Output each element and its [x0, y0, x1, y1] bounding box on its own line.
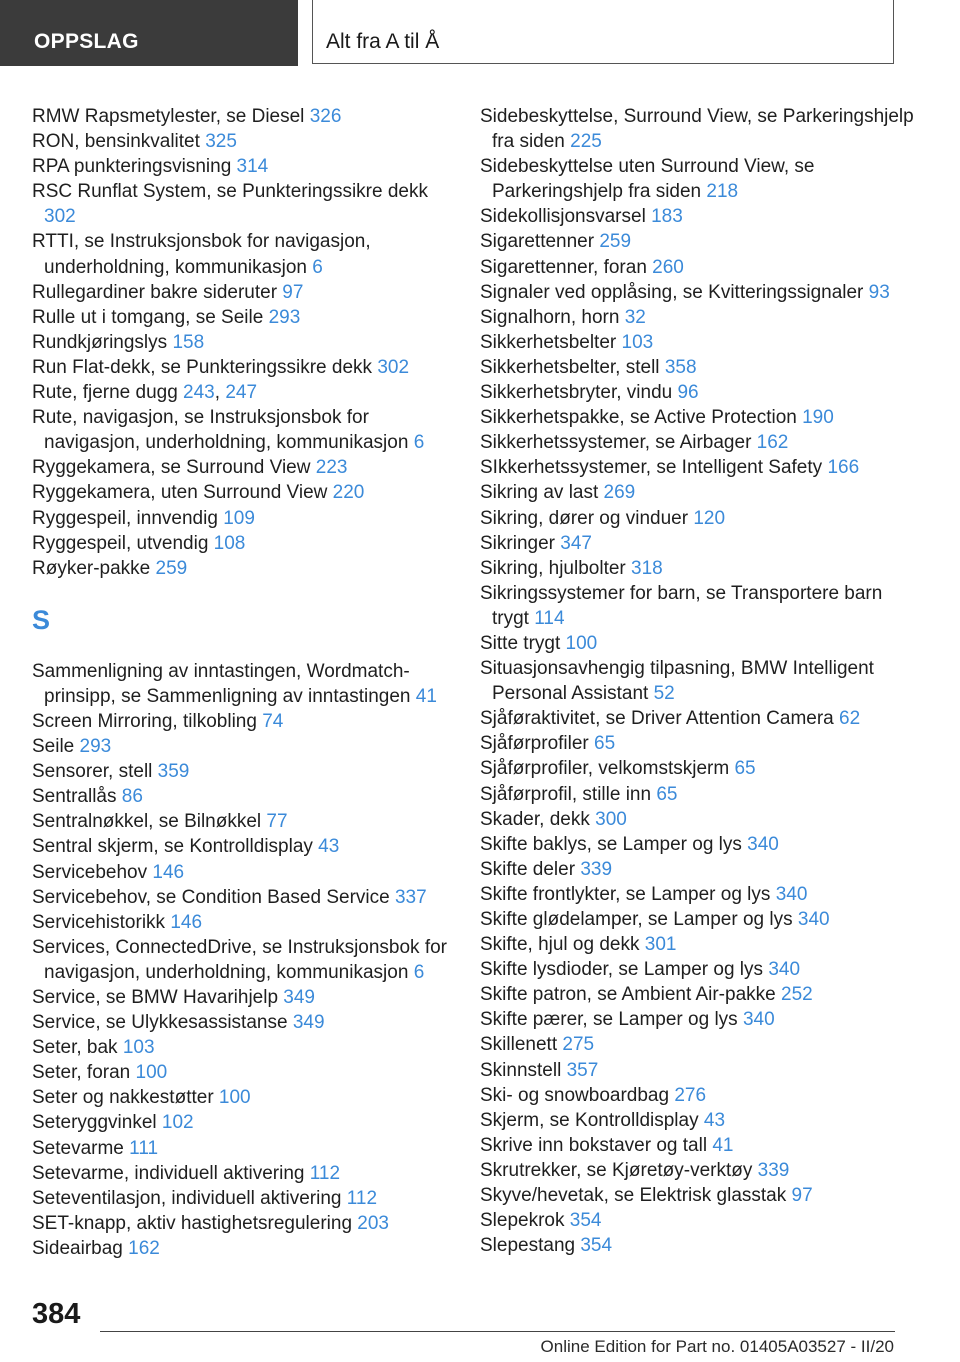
page-reference-link[interactable]: 6 — [413, 961, 425, 983]
page-number: 384 — [32, 1298, 81, 1330]
index-entry-text: Seter, foran — [32, 1062, 136, 1084]
index-entry-text: Rullegardiner bakre sideruter — [32, 281, 283, 303]
page-reference-link[interactable]: 314 — [236, 156, 269, 178]
index-entry-text: Skifte glødelamper, se Lamper og lys — [480, 909, 798, 930]
index-entry-text: SET-knapp, aktiv hastighetsregulering — [32, 1212, 358, 1234]
index-entry — [32, 659, 462, 709]
index-entry — [480, 1032, 920, 1057]
page-reference-link[interactable]: 293 — [79, 736, 112, 758]
index-entry-text: Sikring, hjulbolter — [480, 557, 632, 579]
index-entry-text: Signaler ved opplåsing, se Kvitteringssignaler — [480, 281, 869, 303]
page-reference-link[interactable]: 52 — [653, 683, 675, 705]
page-reference-link[interactable]: 77 — [266, 811, 288, 833]
index-entry — [32, 154, 462, 179]
page-reference-link[interactable]: 275 — [562, 1034, 595, 1056]
index-entry — [480, 531, 920, 556]
page-reference-link[interactable]: 301 — [644, 934, 677, 956]
page-reference-link[interactable]: 354 — [569, 1210, 602, 1232]
index-entry-text: Sigarettenner, foran — [480, 256, 653, 278]
index-entry — [32, 1110, 462, 1135]
index-entry-text: Services, ConnectedDrive, se Instruksjonsbok for navigasjon, underholdning, kommunikasjon — [32, 936, 448, 983]
index-entry — [480, 882, 920, 907]
page-reference-link[interactable]: 349 — [292, 1012, 325, 1034]
page-reference-link[interactable]: 269 — [603, 482, 636, 504]
index-column-right — [480, 104, 920, 1258]
page-reference-link[interactable]: 43 — [318, 836, 340, 858]
page-reference-link[interactable]: 103 — [122, 1037, 155, 1059]
index-entry-text: Sjåførprofiler, velkomstskjerm — [480, 758, 735, 780]
index-entry-text: Sjåføraktivitet, se Driver Attention Camera — [480, 708, 840, 730]
page-reference-link[interactable]: 218 — [706, 181, 739, 203]
index-entry — [32, 834, 462, 859]
page-reference-link[interactable]: 86 — [121, 786, 143, 808]
index-entry-text: Situasjonsavhengig tilpasning, BMW Intelligent Personal Assistant — [480, 658, 874, 705]
index-entry-text: Sigarettenner — [480, 231, 600, 253]
page-reference-link[interactable]: 318 — [631, 557, 663, 579]
page-reference-link[interactable]: 325 — [205, 131, 237, 153]
page-reference-link[interactable]: 74 — [262, 710, 284, 732]
index-entry — [480, 1183, 920, 1208]
index-entry-text: Screen Mirroring, tilkobling — [32, 710, 263, 732]
index-entry — [480, 229, 920, 254]
index-entry — [480, 957, 920, 982]
index-entry — [480, 104, 920, 154]
index-entry — [480, 1058, 920, 1083]
index-entry — [32, 506, 462, 531]
index-entry-text: Røyker-pakke — [32, 557, 156, 579]
index-entry-text: Sidebeskyttelse uten Surround View, se Parkeringshjelp fra siden — [480, 156, 815, 203]
index-entry-text: Sikkerhetspakke, se Active Protection — [480, 407, 803, 429]
index-entry — [480, 1158, 920, 1183]
index-entry — [480, 1133, 920, 1158]
index-entry — [480, 656, 920, 706]
index-entry — [480, 1233, 920, 1258]
index-entry — [480, 154, 920, 204]
index-entry-text: Skjerm, se Kontrolldisplay — [480, 1109, 704, 1131]
page-reference-link[interactable]: 158 — [172, 331, 205, 353]
page-reference-link[interactable]: 247 — [225, 382, 258, 404]
page-reference-link[interactable]: 302 — [44, 206, 76, 228]
page-reference-link[interactable]: 41 — [415, 685, 437, 707]
index-entry — [32, 330, 462, 355]
page-reference-link[interactable]: 340 — [797, 909, 830, 930]
index-entry-text: Skifte patron, se Ambient Air-pakke — [480, 984, 781, 1006]
index-entry-text: Sidebeskyttelse, Surround View, se Parkeringshjelp fra siden — [480, 106, 914, 153]
page-reference-link[interactable]: 43 — [703, 1109, 726, 1131]
page-reference-link[interactable]: 62 — [839, 708, 861, 730]
page-reference-link[interactable]: 114 — [534, 607, 565, 629]
page-reference-link[interactable]: 223 — [315, 457, 348, 479]
index-entry-text: Sensorer, stell — [32, 761, 158, 783]
index-entry — [32, 1085, 462, 1110]
index-entry-text: Signalhorn, horn — [480, 306, 625, 328]
index-entry — [32, 355, 462, 380]
page-reference-link[interactable]: 340 — [775, 883, 808, 905]
index-entry-text: Seteventilasjon, individuell aktivering — [32, 1187, 347, 1209]
index-entry — [32, 734, 462, 759]
index-entry — [32, 480, 462, 505]
page-reference-link[interactable]: 339 — [580, 858, 613, 880]
index-entry — [32, 1060, 462, 1085]
index-entry — [480, 355, 920, 380]
index-entry-text: Rulle ut i tomgang, se Seile — [32, 306, 269, 328]
page-reference-link[interactable]: 252 — [781, 984, 813, 1006]
index-entry-text: Slepekrok — [480, 1210, 570, 1232]
index-entry-text: Skifte frontlykter, se Lamper og lys — [480, 883, 776, 905]
index-entry-text: Sammenligning av inntastingen, Wordmatch-prinsipp, se Sammenligning av inntastingen — [32, 660, 416, 707]
page-reference-link[interactable]: 93 — [868, 281, 890, 303]
index-entry-text: SIkkerhetssystemer, se Intelligent Safety — [480, 457, 828, 479]
page-reference-link[interactable]: 300 — [595, 808, 627, 830]
index-entry-text: RTTI, se Instruksjonsbok for navigasjon, underholdning, kommunikasjon — [32, 231, 371, 278]
page-reference-link[interactable]: 259 — [599, 231, 632, 253]
index-entry-text: Skifte baklys, se Lamper og lys — [480, 833, 748, 855]
page-separator: , — [214, 382, 226, 404]
index-entry-text: Skrive inn bokstaver og tall — [480, 1134, 713, 1156]
page-reference-link[interactable]: 220 — [332, 482, 365, 504]
page-reference-link[interactable]: 340 — [768, 959, 801, 981]
index-entry-text: Servicebehov, se Condition Based Service — [32, 886, 395, 908]
index-entry — [32, 1035, 462, 1060]
page-reference-link[interactable]: 96 — [677, 382, 699, 404]
index-entry — [32, 1211, 462, 1236]
index-entry — [32, 910, 462, 935]
index-entry — [480, 832, 920, 857]
index-entry — [480, 330, 920, 355]
page-reference-link[interactable]: 339 — [757, 1159, 790, 1181]
page-reference-link[interactable]: 354 — [580, 1235, 613, 1257]
page-reference-link[interactable]: 358 — [664, 356, 697, 378]
index-entry — [480, 706, 920, 731]
index-entry — [480, 631, 920, 656]
page-reference-link[interactable]: 146 — [170, 911, 203, 933]
page-reference-link[interactable]: 111 — [129, 1137, 159, 1159]
index-entry-text: Seteryggvinkel — [32, 1112, 162, 1134]
page-reference-link[interactable]: 102 — [161, 1112, 194, 1134]
page-reference-link[interactable]: 97 — [791, 1185, 813, 1207]
index-entry-text: Setevarme — [32, 1137, 130, 1159]
index-entry-text: Sentral skjerm, se Kontrolldisplay — [32, 836, 319, 858]
index-entry-text: Servicehistorikk — [32, 911, 171, 933]
index-entry — [32, 935, 462, 985]
index-entry-text: Sikkerhetsbelter — [480, 331, 622, 353]
index-entry-text: Skillenett — [480, 1034, 563, 1056]
index-entry-text: Sikkerhetssystemer, se Airbager — [480, 432, 757, 454]
index-entry-text: Sikkerhetsbryter, vindu — [480, 382, 678, 404]
index-entry-text: Sideairbag — [32, 1237, 129, 1259]
index-entry — [480, 581, 920, 631]
index-entry-text: Skifte, hjul og dekk — [480, 934, 645, 956]
page-reference-link[interactable]: 41 — [712, 1134, 734, 1156]
index-entry — [32, 709, 462, 734]
index-entry-text: Sjåførprofiler — [480, 733, 595, 755]
page-reference-link[interactable]: 65 — [594, 733, 616, 755]
page-reference-link[interactable]: 97 — [282, 281, 304, 303]
index-entry — [480, 480, 920, 505]
index-entry — [32, 531, 462, 556]
index-entry — [32, 1236, 462, 1261]
index-entry — [32, 1010, 462, 1035]
page-reference-link[interactable]: 100 — [218, 1087, 251, 1109]
index-entry-text: Sjåførprofil, stille inn — [480, 783, 657, 805]
index-entry-text: Servicebehov — [32, 861, 153, 883]
page-reference-link[interactable]: 112 — [346, 1187, 378, 1209]
index-entry — [480, 907, 920, 932]
index-entry-text: Sentralnøkkel, se Bilnøkkel — [32, 811, 267, 833]
index-entry-text: Ryggekamera, uten Surround View — [32, 482, 333, 504]
index-entry-text: Ryggekamera, se Surround View — [32, 457, 316, 479]
index-entry-text: Sikkerhetsbelter, stell — [480, 356, 665, 378]
index-entry — [480, 1083, 920, 1108]
index-entry-text: RMW Rapsmetylester, se Diesel — [32, 106, 310, 127]
index-entry-text: Skyve/hevetak, se Elektrisk glasstak — [480, 1185, 792, 1207]
index-entry-text: Skifte deler — [480, 858, 581, 880]
index-entry — [32, 1186, 462, 1211]
page-reference-link[interactable]: 162 — [756, 432, 789, 454]
index-entry-text: Skifte lysdioder, se Lamper og lys — [480, 959, 769, 981]
index-entry — [32, 809, 462, 834]
page-reference-link[interactable]: 65 — [734, 758, 756, 780]
index-entry-text: Seile — [32, 736, 80, 758]
page-reference-link[interactable]: 190 — [802, 407, 834, 429]
index-entry — [480, 455, 920, 480]
page-reference-link[interactable]: 120 — [693, 507, 726, 529]
page-reference-link[interactable]: 243 — [183, 382, 215, 404]
index-entry — [480, 731, 920, 756]
index-entry-text: Setevarme, individuell aktivering — [32, 1162, 310, 1184]
index-entry — [32, 985, 462, 1010]
page-reference-link[interactable]: 203 — [357, 1212, 389, 1234]
index-entry-text: Sikring, dører og vinduer — [480, 507, 694, 529]
index-entry-text: Service, se BMW Havarihjelp — [32, 987, 284, 1008]
page-reference-link[interactable]: 340 — [742, 1009, 775, 1031]
index-entry — [480, 255, 920, 280]
page-reference-link[interactable]: 326 — [309, 106, 342, 127]
page-reference-link[interactable]: 337 — [394, 886, 427, 908]
index-entry — [32, 860, 462, 885]
index-entry-text: Slepestang — [480, 1235, 581, 1257]
index-entry-text: Sentrallås — [32, 786, 122, 808]
index-entry — [480, 807, 920, 832]
page-reference-link[interactable]: 108 — [213, 532, 246, 554]
index-entry-text: Seter, bak — [32, 1037, 123, 1059]
index-entry-text: Seter og nakkestøtter — [32, 1087, 219, 1109]
index-entry-text: Skader, dekk — [480, 808, 596, 830]
page-reference-link[interactable]: 65 — [656, 783, 678, 805]
index-entry — [480, 405, 920, 430]
index-entry-text: Ryggespeil, innvendig — [32, 507, 224, 529]
page-reference-link[interactable]: 6 — [312, 256, 323, 278]
index-entry — [480, 932, 920, 957]
page-reference-link[interactable]: 166 — [827, 457, 860, 479]
page-reference-link[interactable]: 293 — [268, 306, 301, 328]
page-reference-link[interactable]: 347 — [560, 532, 592, 554]
index-entry — [32, 1136, 462, 1161]
page-reference-link[interactable]: 100 — [135, 1062, 168, 1084]
page-reference-link[interactable]: 100 — [565, 632, 598, 654]
index-entry — [32, 455, 462, 480]
index-entry-text: Rute, navigasjon, se Instruksjonsbok for navigasjon, underholdning, kommunikasjon — [32, 407, 414, 454]
index-entry-text: Skifte pærer, se Lamper og lys — [480, 1009, 743, 1031]
page-header — [0, 0, 960, 66]
index-entry — [480, 556, 920, 581]
page-reference-link[interactable]: 340 — [747, 833, 779, 855]
index-entry-text: Sikringer — [480, 532, 561, 554]
index-entry-text: Skrutrekker, se Kjøretøy-verktøy — [480, 1159, 758, 1181]
index-entry-text: Rundkjøringslys — [32, 331, 173, 353]
index-entry — [32, 280, 462, 305]
page-reference-link[interactable]: 259 — [155, 557, 188, 579]
index-entry — [32, 179, 462, 229]
index-entry — [480, 857, 920, 882]
chapter-title: Alt fra A til Å — [312, 0, 894, 64]
index-entry — [480, 1108, 920, 1133]
index-entry — [32, 556, 462, 581]
index-entry-text: Run Flat-dekk, se Punkteringssikre dekk — [32, 356, 378, 378]
index-entry-text: Rute, fjerne dugg — [32, 382, 184, 404]
index-letter-heading: S — [32, 604, 51, 635]
page-reference-link[interactable]: 146 — [152, 861, 185, 883]
index-entry-text: Sitte trygt — [480, 632, 566, 654]
page-reference-link[interactable]: 276 — [674, 1084, 707, 1106]
page-reference-link[interactable]: 225 — [570, 131, 602, 153]
index-entry-text: Sikring av last — [480, 482, 604, 504]
index-entry-text: RSC Runflat System, se Punkteringssikre dekk — [32, 181, 428, 203]
index-entry — [32, 759, 462, 784]
index-entry — [480, 1208, 920, 1233]
index-entry — [32, 305, 462, 330]
index-entry — [32, 885, 462, 910]
index-entry-text: Sikringssystemer for barn, se Transportere barn trygt — [480, 582, 883, 629]
index-entry-text: RON, bensinkvalitet — [32, 131, 206, 153]
page-reference-link[interactable]: 302 — [377, 356, 410, 378]
index-entry — [480, 430, 920, 455]
index-entry — [480, 204, 920, 229]
page-reference-link[interactable]: 112 — [309, 1162, 341, 1184]
index-entry — [32, 104, 462, 129]
index-entry-text: Service, se Ulykkesassistanse — [32, 1012, 293, 1034]
section-tab: OPPSLAG — [0, 0, 298, 66]
index-entry — [480, 280, 920, 305]
index-entry — [32, 405, 462, 455]
index-entry-text: Sidekollisjonsvarsel — [480, 206, 652, 228]
index-entry-text: Skinnstell — [480, 1059, 567, 1081]
index-column-left — [32, 104, 462, 1261]
index-entry — [480, 782, 920, 807]
index-entry — [480, 380, 920, 405]
page-reference-link[interactable]: 357 — [566, 1059, 599, 1081]
index-entry — [32, 1161, 462, 1186]
index-entry — [32, 380, 462, 405]
footer-edition: Online Edition for Part no. 01405A03527 - II/20 — [540, 1337, 894, 1356]
index-entry — [480, 1007, 920, 1032]
footer-divider — [100, 1331, 895, 1332]
index-entry — [480, 982, 920, 1007]
page-reference-link[interactable]: 183 — [651, 206, 683, 228]
index-entry-text: RPA punkteringsvisning — [32, 156, 237, 178]
page-reference-link[interactable]: 109 — [223, 507, 255, 529]
index-entry — [480, 506, 920, 531]
index-entry — [480, 756, 920, 781]
page-reference-link[interactable]: 6 — [413, 432, 425, 454]
index-entry-text: Ryggespeil, utvendig — [32, 532, 214, 554]
page-reference-link[interactable]: 32 — [624, 306, 646, 328]
index-entry — [32, 229, 462, 279]
index-entry-text: Ski- og snowboardbag — [480, 1084, 675, 1106]
page-reference-link[interactable]: 359 — [157, 761, 190, 783]
index-entry — [32, 129, 462, 154]
page-reference-link[interactable]: 260 — [652, 256, 684, 278]
index-entry — [480, 305, 920, 330]
index-entry — [32, 784, 462, 809]
page-reference-link[interactable]: 349 — [283, 987, 315, 1008]
page-reference-link[interactable]: 103 — [621, 331, 654, 353]
page-reference-link[interactable]: 162 — [128, 1237, 160, 1259]
